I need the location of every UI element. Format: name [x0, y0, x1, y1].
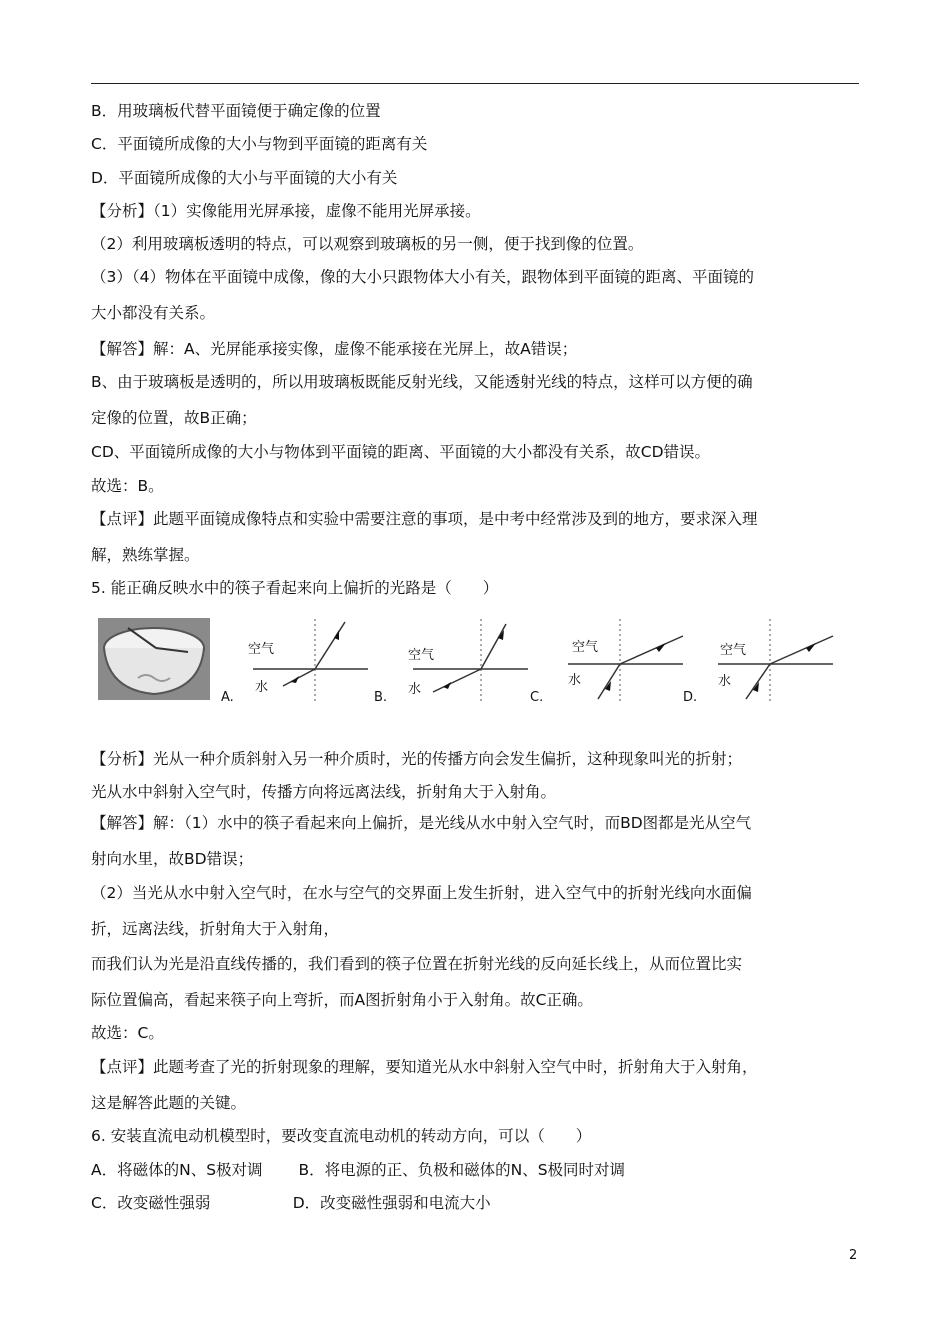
text-line-l8: 【解答】解：A、光屏能承接实像，虚像不能承接在光屏上，故A错误； [91, 340, 578, 358]
text-line-l10: 定像的位置，故B正确； [91, 409, 257, 427]
water-label-d: 水 [718, 674, 732, 689]
air-label-d: 空气 [720, 643, 747, 658]
diagram-c [558, 614, 693, 704]
text-line-l2: C．平面镜所成像的大小与物到平面镜的距离有关 [91, 135, 428, 153]
text-line-l5: （2）利用玻璃板透明的特点，可以观察到玻璃板的另一侧，便于找到像的位置。 [91, 235, 644, 253]
option-d-label: D. [683, 690, 698, 705]
water-label-a: 水 [255, 680, 269, 695]
text-line-l26: 这是解答此题的关键。 [91, 1094, 247, 1112]
water-label-b: 水 [408, 682, 422, 697]
text-line-l4: 【分析】（1）实像能用光屏承接，虚像不能用光屏承接。 [91, 202, 481, 220]
page-number: 2 [849, 1248, 858, 1263]
text-line-l19: 射向水里，故BD错误； [91, 850, 254, 868]
chopstick-bowl-photo [98, 618, 210, 700]
air-label-b: 空气 [408, 648, 435, 663]
text-line-l12: 故选：B。 [91, 477, 164, 495]
text-line-l20: （2）当光从水中射入空气时，在水与空气的交界面上发生折射，进入空气中的折射光线向水面偏 [91, 884, 752, 902]
water-label-c: 水 [568, 673, 582, 688]
text-line-l9: B、由于玻璃板是透明的，所以用玻璃板既能反射光线，又能透射光线的特点，这样可以方便的确 [91, 373, 753, 391]
text-line-l1: B．用玻璃板代替平面镜便于确定像的位置 [91, 102, 381, 120]
text-line-l13: 【点评】此题平面镜成像特点和实验中需要注意的事项，是中考中经常涉及到的地方，要求深入理 [91, 510, 758, 528]
header-rule [91, 83, 859, 84]
text-line-l29: C．改变磁性强弱 D．改变磁性强弱和电流大小 [91, 1194, 491, 1212]
text-line-l21: 折，远离法线，折射角大于入射角， [91, 920, 340, 938]
text-line-l17: 光从水中斜射入空气时，传播方向将远离法线，折射角大于入射角。 [91, 783, 557, 801]
text-line-l11: CD、平面镜所成像的大小与物体到平面镜的距离、平面镜的大小都没有关系，故CD错误。 [91, 443, 711, 461]
air-label-a: 空气 [248, 642, 275, 657]
text-line-l25: 【点评】此题考查了光的折射现象的理解，要知道光从水中斜射入空气中时，折射角大于入射角， [91, 1058, 758, 1076]
text-line-l28: A．将磁体的N、S极对调 B．将电源的正、负极和磁体的N、S极同时对调 [91, 1161, 626, 1179]
text-line-l27: 6. 安装直流电动机模型时，要改变直流电动机的转动方向，可以（ ） [91, 1127, 592, 1145]
option-c-label: C. [530, 690, 544, 705]
text-line-l7: 大小都没有关系。 [91, 304, 216, 322]
question-5-figures [98, 614, 868, 714]
option-b-label: B. [374, 690, 388, 705]
text-line-l15: 5. 能正确反映水中的筷子看起来向上偏折的光路是（ ） [91, 579, 499, 597]
option-a-label: A. [221, 690, 234, 705]
text-line-l18: 【解答】解：（1）水中的筷子看起来向上偏折，是光线从水中射入空气时，而BD图都是光从空气 [91, 814, 752, 832]
diagram-d [708, 614, 843, 704]
text-line-l23: 际位置偏高，看起来筷子向上弯折，而A图折射角小于入射角。故C正确。 [91, 991, 593, 1009]
text-line-l6: （3）（4）物体在平面镜中成像，像的大小只跟物体大小有关，跟物体到平面镜的距离、平面镜的 [91, 268, 754, 286]
text-line-l24: 故选：C。 [91, 1024, 164, 1042]
text-line-l22: 而我们认为光是沿直线传播的，我们看到的筷子位置在折射光线的反向延长线上，从而位置比实 [91, 955, 743, 973]
air-label-c: 空气 [572, 640, 599, 655]
text-line-l16: 【分析】光从一种介质斜射入另一种介质时，光的传播方向会发生偏折，这种现象叫光的折射； [91, 750, 743, 768]
text-line-l14: 解，熟练掌握。 [91, 546, 200, 564]
text-line-l3: D．平面镜所成像的大小与平面镜的大小有关 [91, 169, 398, 187]
